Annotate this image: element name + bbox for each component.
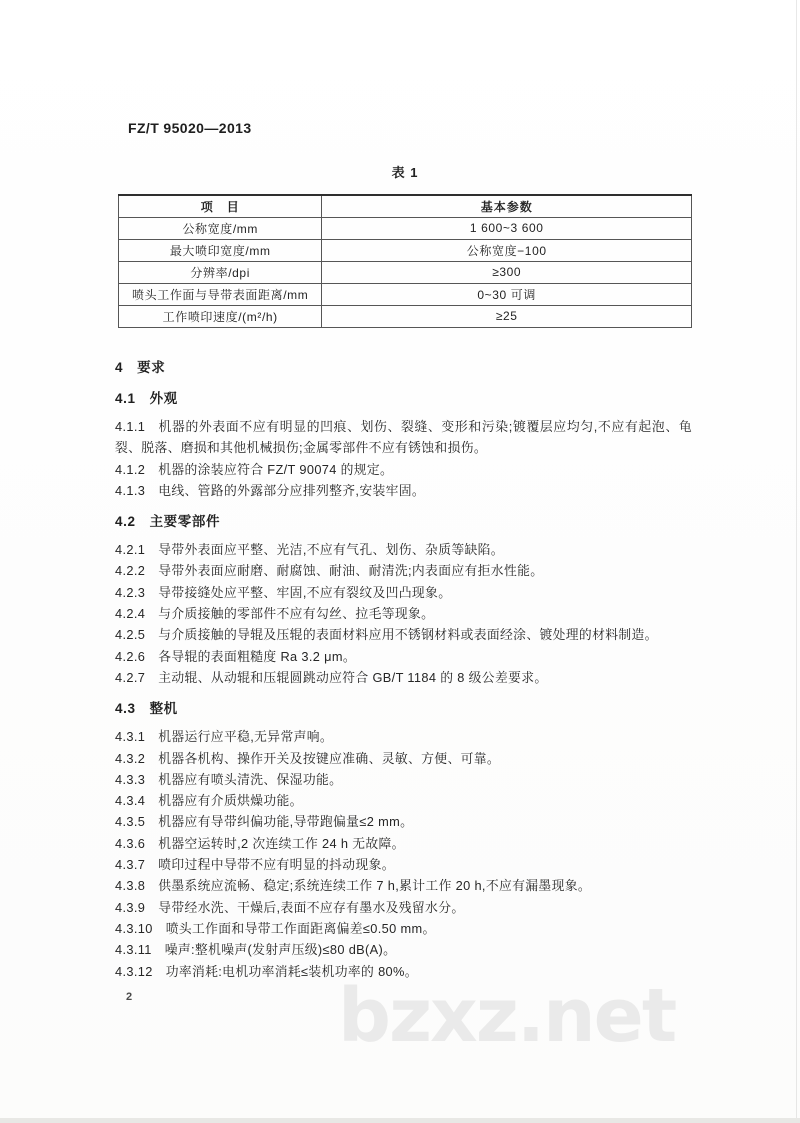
clause-number: 4 (115, 360, 124, 375)
col-header-parameters: 基本参数 (322, 195, 692, 217)
clause-item (115, 918, 692, 939)
section-title: 主要零部件 (149, 514, 221, 530)
table-header-row (119, 195, 692, 217)
clause-number: 4.3.11 (115, 942, 152, 958)
clause-item (115, 854, 692, 875)
clause-item (115, 790, 692, 811)
clause-number: 4.3.5 (115, 814, 146, 830)
clause-text: 导带接缝处应平整、牢固,不应有裂纹及凹凸现象。 (158, 584, 452, 600)
spec-value-cell: 公称宽度−100 (322, 239, 692, 261)
clause-number: 4.3.3 (115, 771, 146, 787)
clause-number: 4.2.6 (115, 648, 146, 664)
spec-table (118, 194, 692, 328)
clause-number: 4.3 (115, 701, 136, 717)
clause-text: 导带外表面应耐磨、耐腐蚀、耐油、耐清洗;内表面应有拒水性能。 (158, 563, 544, 579)
spec-item-cell: 公称宽度/mm (119, 217, 322, 239)
clause-number: 4.3.2 (115, 750, 146, 766)
clause-number: 4.3.12 (115, 963, 153, 979)
section-heading (115, 512, 692, 532)
table-row (119, 261, 692, 283)
clause-number: 4.1 (115, 391, 136, 406)
clause-number: 4.1.2 (115, 461, 146, 477)
clause-number: 4.3.6 (115, 835, 146, 851)
scan-edge-bottom (0, 1118, 800, 1123)
page-number: 2 (126, 991, 133, 1003)
clause-text: 各导辊的表面粗糙度 Ra 3.2 μm。 (158, 648, 357, 664)
section-heading (115, 699, 692, 719)
clause-text: 机器的外表面不应有明显的凹痕、划伤、裂缝、变形和污染;镀覆层应均匀,不应有起泡、龟裂、脱落、磨损和其他机械损伤;金属零部件不应有锈蚀和损伤。 (115, 419, 692, 456)
table-row (119, 239, 692, 261)
table-row (119, 217, 692, 239)
watermark: bzxz.net (338, 973, 676, 1059)
clause-number: 4.3.8 (115, 878, 146, 894)
clause-text: 电线、管路的外露部分应排列整齐,安装牢固。 (158, 482, 426, 498)
section-heading (115, 358, 692, 378)
clause-text: 与介质接触的导辊及压辊的表面材料应用不锈钢材料或表面经涂、镀处理的材料制造。 (158, 627, 658, 643)
clause-text: 机器应有介质烘燥功能。 (158, 793, 303, 809)
clause-item (115, 748, 692, 769)
section-title: 要求 (137, 360, 166, 375)
spec-value-cell: ≥25 (322, 305, 692, 327)
clause-text: 机器应有喷头清洗、保湿功能。 (158, 771, 343, 787)
clause-item (115, 897, 692, 918)
clause-number: 4.2 (115, 514, 136, 530)
scan-edge-right (796, 0, 797, 1123)
table-row (119, 305, 692, 327)
col-header-item: 项 目 (119, 195, 322, 217)
clause-item (115, 769, 692, 790)
clause-number: 4.1.1 (115, 419, 146, 434)
clause-text: 供墨系统应流畅、稳定;系统连续工作 7 h,累计工作 20 h,不应有漏墨现象。 (158, 878, 592, 894)
spec-value-cell: 0~30 可调 (322, 283, 692, 305)
clause-text: 机器的涂装应符合 FZ/T 90074 的规定。 (158, 461, 394, 477)
clause-number: 4.3.4 (115, 793, 146, 809)
clause-item (115, 560, 692, 581)
standard-number: FZ/T 95020—2013 (128, 120, 252, 136)
clause-item (115, 582, 692, 603)
clause-text: 功率消耗:电机功率消耗≤装机功率的 80%。 (165, 963, 418, 979)
clause-number: 4.2.1 (115, 542, 146, 558)
clause-number: 4.2.2 (115, 563, 146, 579)
spec-value-cell: ≥300 (322, 261, 692, 283)
table-row (119, 283, 692, 305)
clause-item (115, 833, 692, 854)
spec-item-cell: 最大喷印宽度/mm (119, 239, 322, 261)
clause-number: 4.2.4 (115, 606, 146, 622)
clause-text: 机器各机构、操作开关及按键应准确、灵敏、方便、可靠。 (158, 750, 501, 766)
clause-text: 噪声:整机噪声(发射声压级)≤80 dB(A)。 (164, 942, 397, 958)
clause-item (115, 624, 692, 645)
clause-item (115, 646, 692, 667)
spec-item-cell: 分辨率/dpi (119, 261, 322, 283)
spec-value-cell: 1 600~3 600 (322, 217, 692, 239)
clause-text: 喷印过程中导带不应有明显的抖动现象。 (158, 857, 395, 873)
clause-item (115, 667, 692, 688)
clause-text: 主动辊、从动辊和压辊圆跳动应符合 GB/T 1184 的 8 级公差要求。 (158, 669, 548, 685)
clause-text: 机器空运转时,2 次连续工作 24 h 无故障。 (158, 835, 405, 851)
clause-item (115, 480, 692, 501)
clause-number: 4.2.7 (115, 669, 146, 685)
clause-text: 机器应有导带纠偏功能,导带跑偏量≤2 mm。 (158, 814, 414, 830)
spec-item-cell: 工作喷印速度/(m²/h) (119, 305, 322, 327)
clause-number: 4.3.9 (115, 899, 146, 915)
clause-number: 4.2.5 (115, 627, 146, 643)
clause-text: 喷头工作面和导带工作面距离偏差≤0.50 mm。 (165, 920, 436, 936)
clause-item (115, 459, 692, 480)
clause-text: 导带经水洗、干燥后,表面不应存有墨水及残留水分。 (158, 899, 465, 915)
table-caption: 表 1 (391, 165, 419, 180)
clause-text: 导带外表面应平整、光洁,不应有气孔、划伤、杂质等缺陷。 (158, 542, 504, 558)
clause-item (115, 939, 692, 960)
clause-number: 4.3.7 (115, 857, 146, 873)
section-heading (115, 389, 692, 409)
clause-number: 4.2.3 (115, 584, 146, 600)
clause-text: 机器运行应平稳,无异常声响。 (158, 729, 334, 745)
requirements-section (115, 358, 692, 982)
section-title: 外观 (149, 391, 178, 406)
clause-number: 4.3.1 (115, 729, 146, 745)
clause-item (115, 539, 692, 560)
clause-number: 4.3.10 (115, 920, 153, 936)
section-title: 整机 (149, 701, 178, 717)
clause-item (115, 726, 692, 747)
spec-item-cell: 喷头工作面与导带表面距离/mm (119, 283, 322, 305)
clause-text: 与介质接触的零部件不应有勾丝、拉毛等现象。 (158, 606, 435, 622)
clause-item (115, 875, 692, 896)
clause-item (115, 416, 692, 459)
clause-number: 4.1.3 (115, 482, 146, 498)
clause-item (115, 603, 692, 624)
clause-item (115, 811, 692, 832)
